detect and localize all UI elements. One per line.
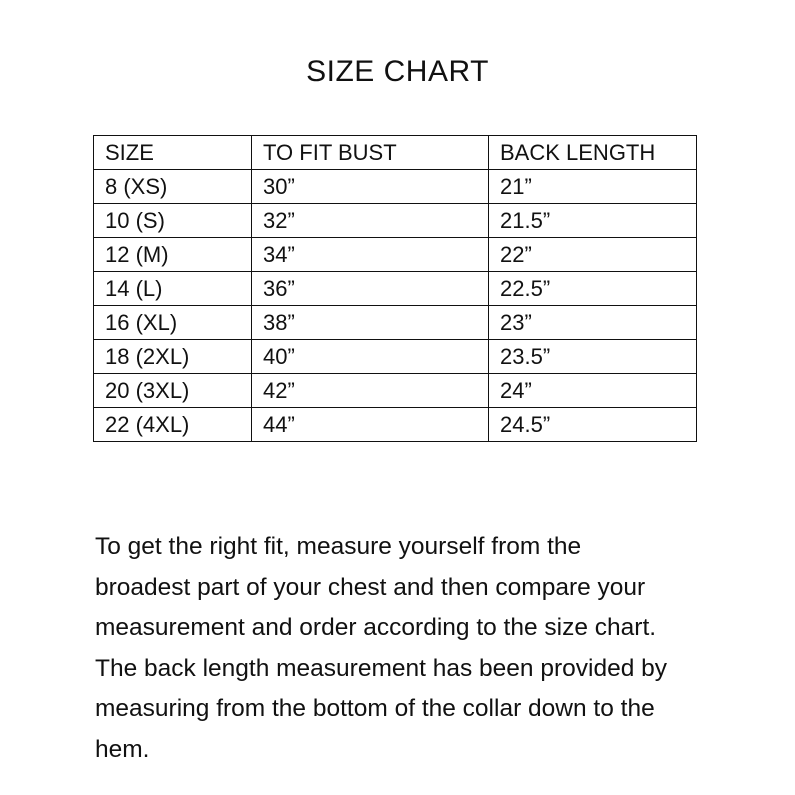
bust-cell: 44” xyxy=(252,408,489,442)
bust-cell: 40” xyxy=(252,340,489,374)
header-size: SIZE xyxy=(94,136,252,170)
bust-cell: 42” xyxy=(252,374,489,408)
fit-instructions-line: hem. xyxy=(95,735,150,763)
size-cell: 16 (XL) xyxy=(94,306,252,340)
table-row xyxy=(94,374,697,408)
header-to-fit-bust: TO FIT BUST xyxy=(252,136,489,170)
back-length-cell: 21” xyxy=(489,170,697,204)
back-length-cell: 23.5” xyxy=(489,340,697,374)
table-row xyxy=(94,408,697,442)
bust-cell: 36” xyxy=(252,272,489,306)
table-row xyxy=(94,306,697,340)
back-length-cell: 23” xyxy=(489,306,697,340)
fit-instructions-line: To get the right fit, measure yourself from the xyxy=(95,533,582,560)
back-length-cell: 22” xyxy=(489,238,697,272)
table-header-row xyxy=(94,136,697,170)
fit-instructions xyxy=(95,527,755,770)
fit-instructions-line: broadest part of your chest and then compare your xyxy=(95,573,646,601)
fit-instructions-line: measuring from the bottom of the collar down to the xyxy=(95,695,655,722)
bust-cell: 38” xyxy=(252,306,489,340)
page-title: SIZE CHART xyxy=(306,55,489,88)
size-cell: 10 (S) xyxy=(94,204,252,238)
fit-instructions-line: The back length measurement has been provided by xyxy=(95,654,668,682)
table-row xyxy=(94,170,697,204)
size-chart-table xyxy=(93,135,697,442)
header-back-length: BACK LENGTH xyxy=(489,136,697,170)
back-length-cell: 22.5” xyxy=(489,272,697,306)
bust-cell: 32” xyxy=(252,204,489,238)
size-cell: 14 (L) xyxy=(94,272,252,306)
bust-cell: 34” xyxy=(252,238,489,272)
back-length-cell: 24” xyxy=(489,374,697,408)
back-length-cell: 21.5” xyxy=(489,204,697,238)
table-row xyxy=(94,238,697,272)
size-cell: 12 (M) xyxy=(94,238,252,272)
back-length-cell: 24.5” xyxy=(489,408,697,442)
size-cell: 18 (2XL) xyxy=(94,340,252,374)
size-cell: 22 (4XL) xyxy=(94,408,252,442)
fit-instructions-line: measurement and order according to the size chart. xyxy=(95,614,657,641)
size-cell: 20 (3XL) xyxy=(94,374,252,408)
size-cell: 8 (XS) xyxy=(94,170,252,204)
table-row xyxy=(94,272,697,306)
table-row xyxy=(94,204,697,238)
bust-cell: 30” xyxy=(252,170,489,204)
table-row xyxy=(94,340,697,374)
